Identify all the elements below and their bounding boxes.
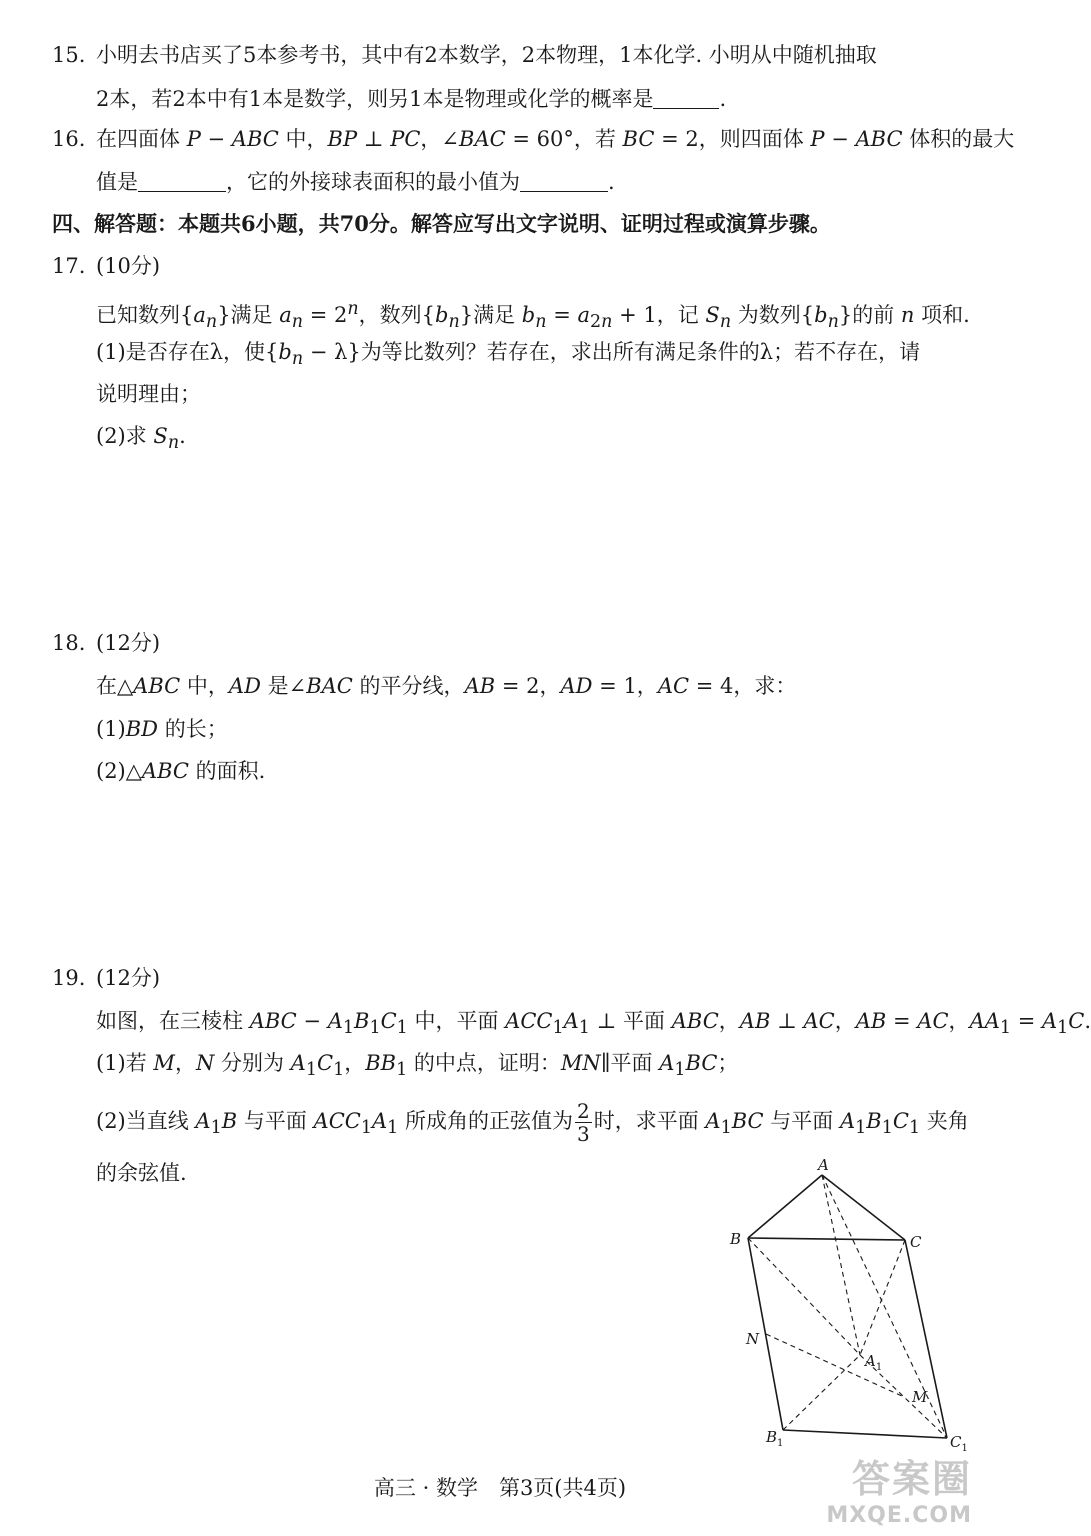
q15-line1: 小明去书店买了5本参考书，其中有2本数学，2本物理，1本化学. 小明从中随机抽取	[96, 43, 877, 67]
q16-line1: 在四面体 P − ABC 中，BP ⊥ PC，∠BAC = 60°，若 BC = 2，则四面体 P − ABC 体积的最大	[96, 127, 1015, 151]
q17-score: (10分)	[96, 254, 161, 278]
label-B1-letter: B	[766, 1428, 778, 1446]
label-C: C	[910, 1233, 922, 1251]
line-AC1	[822, 1175, 947, 1438]
edge-AC	[822, 1175, 905, 1240]
page-footer: 高三 · 数学 第3页(共4页)	[373, 1476, 627, 1500]
edge-AA1	[822, 1175, 860, 1355]
answer-blank	[520, 171, 608, 192]
fraction-two-thirds: $\frac{2}{3}$	[576, 1099, 590, 1146]
label-A1-letter: A	[865, 1352, 876, 1370]
q19-part2: (2)当直线 $A_1B$ 与平面 $ACC_1A_1$ 所成角的正弦值为 $\frac{2}{3}$ 时，求平面 $A_1BC$ 与平面 $A_1B_1C_1$ 夹角	[96, 1099, 969, 1146]
q15-line2-text: 2本，若2本中有1本是数学，则另1本是物理或化学的概率是	[96, 87, 654, 111]
edge-CC1	[905, 1240, 947, 1438]
edge-A1B1	[783, 1355, 860, 1430]
watermark	[826, 1448, 972, 1528]
line-MN	[766, 1334, 904, 1397]
q19-number: 19.	[52, 966, 86, 990]
label-A1-sub: 1	[875, 1362, 883, 1373]
prism-figure	[710, 1150, 980, 1454]
answer-blank	[653, 88, 719, 109]
edge-AB	[748, 1175, 822, 1238]
q19-part2-cont: 的余弦值.	[96, 1161, 187, 1185]
q17-part1-cont: 说明理由；	[96, 382, 201, 406]
watermark-logo: 答案圈	[851, 1457, 972, 1501]
q16-line2-b: ，它的外接球表面积的最小值为	[226, 170, 520, 194]
q18-score: (12分)	[96, 631, 161, 655]
q15-number: 15.	[52, 43, 86, 67]
label-C1-letter: C	[950, 1433, 962, 1451]
q19-score: (12分)	[96, 966, 161, 990]
label-C1-sub: 1	[961, 1443, 968, 1454]
watermark-url: MXQE.COM	[826, 1503, 972, 1528]
label-B1-sub: 1	[777, 1438, 784, 1449]
label-A1	[863, 1352, 882, 1373]
q18-stem: 在△ABC 中，AD 是∠BAC 的平分线，AB = 2，AD = 1，AC = 4，求：	[96, 674, 797, 698]
label-B: B	[730, 1230, 742, 1248]
label-A: A	[818, 1156, 829, 1174]
q16-number: 16.	[52, 127, 86, 151]
q16-line2: 值是 ，它的外接球表面积的最小值为 .	[96, 170, 615, 194]
label-B1	[765, 1428, 783, 1449]
q18-number: 18.	[52, 631, 86, 655]
q17-number: 17.	[52, 254, 86, 278]
q18-part2: (2)△ABC 的面积.	[96, 759, 266, 783]
section-heading: 四、解答题：本题共6小题，共70分。解答应写出文字说明、证明过程或演算步骤。	[52, 211, 831, 236]
label-M: M	[912, 1388, 928, 1406]
label-N: N	[746, 1330, 760, 1348]
q17-part1: (1)是否存在λ，使$\{b_n - \lambda\}$为等比数列？若存在，求出所有满足条件的λ；若不存在，请	[96, 340, 921, 370]
line-BA1	[748, 1238, 860, 1355]
q18-part1: (1)BD 的长；	[96, 717, 228, 741]
q15-line2: 2本，若2本中有1本是数学，则另1本是物理或化学的概率是 .	[96, 87, 727, 111]
line-CA1	[860, 1240, 905, 1355]
q17-part2: (2)求 $S_n$.	[96, 424, 186, 454]
q19-part1: (1)若 M，N 分别为 $A_1C_1$，$BB_1$ 的中点，证明：MN∥平面 $A_1BC$；	[96, 1051, 739, 1081]
q17-stem: 已知数列$\{a_n\}$满足 $a_n = 2^n$，数列$\{b_n\}$满足 $b_n = a_{2n} + 1$，记 $S_n$ 为数列$\{b_n\}$的前 n 项和.	[96, 299, 970, 333]
q19-stem: 如图，在三棱柱 ABC − $A_1B_1C_1$ 中，平面 $ACC_1A_1$ ⊥ 平面 ABC，AB ⊥ AC，AB = AC，$AA_1 = A_1C$.	[96, 1009, 1091, 1039]
answer-blank	[138, 171, 226, 192]
edge-BC	[748, 1238, 905, 1240]
q16-line2-a: 值是	[96, 170, 138, 194]
edge-B1C1	[783, 1430, 947, 1438]
